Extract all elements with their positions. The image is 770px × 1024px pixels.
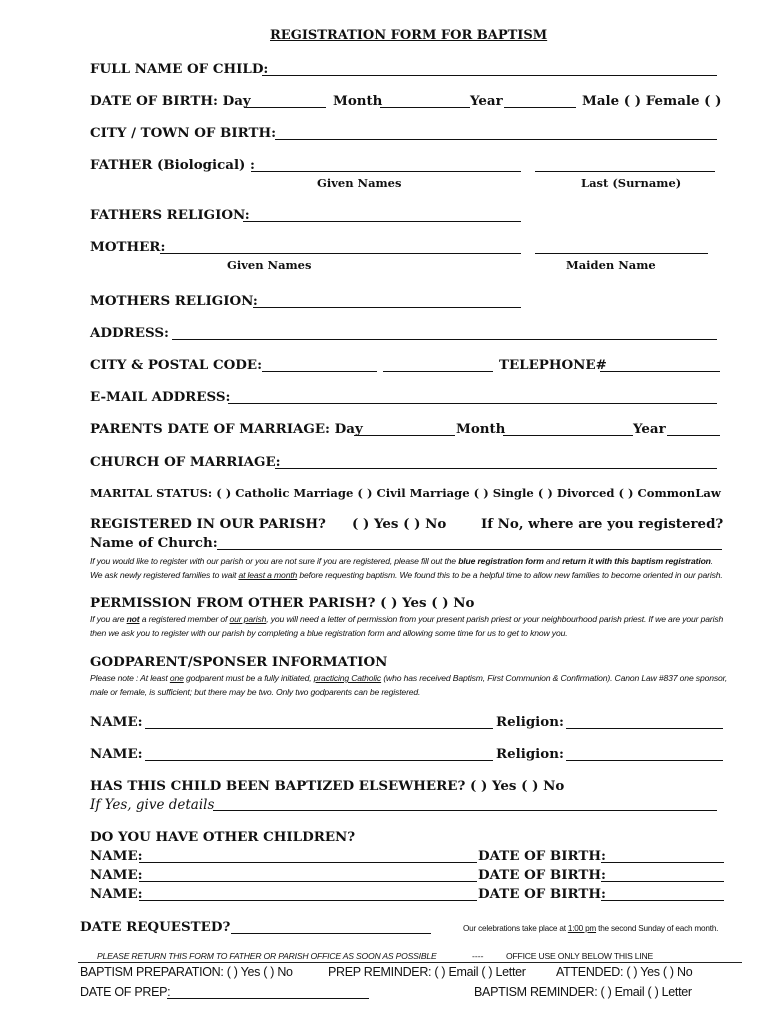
father-surname-field[interactable]: [535, 171, 715, 172]
baptized-details-label: If Yes, give details: [90, 797, 215, 813]
father-given-names-field[interactable]: [251, 171, 521, 172]
child2-name-label: NAME:: [90, 867, 143, 883]
child1-name-label: NAME:: [90, 848, 143, 864]
baptism-reminder-options[interactable]: BAPTISM REMINDER: ( ) Email ( ) Letter: [474, 985, 692, 999]
full-name-field[interactable]: [262, 75, 717, 76]
church-marriage-field[interactable]: [275, 468, 717, 469]
father-religion-label: FATHERS RELIGION:: [90, 207, 250, 223]
registration-note-line2: We ask newly registered families to wait at least a month before requesting baptism. We found this to be a helpful time to allow new families to become oriented in our parish.: [90, 570, 723, 580]
godparent1-name-field[interactable]: [145, 728, 493, 729]
dob-year-field[interactable]: [504, 107, 576, 108]
child2-name-field[interactable]: [139, 881, 477, 882]
father-religion-field[interactable]: [243, 221, 521, 222]
marriage-month-label: Month: [456, 421, 506, 437]
city-postal-label: CITY & POSTAL CODE:: [90, 357, 263, 373]
godparent-note-line2: male or female, is sufficient; but there may be two. Only two godparents can be registered.: [90, 687, 421, 697]
child2-dob-field[interactable]: [601, 881, 724, 882]
form-title: REGISTRATION FORM FOR BAPTISM: [270, 28, 548, 43]
email-field[interactable]: [228, 403, 717, 404]
birth-city-field[interactable]: [275, 139, 717, 140]
marital-status-options[interactable]: MARITAL STATUS: ( ) Catholic Marriage ( ) Civil Marriage ( ) Single ( ) Divorced ( ) CommonLaw: [90, 486, 721, 500]
mother-maiden-name-caption: Maiden Name: [566, 258, 656, 272]
date-requested-label: DATE REQUESTED?: [80, 919, 231, 935]
full-name-label: FULL NAME OF CHILD:: [90, 61, 269, 77]
mother-maiden-name-field[interactable]: [535, 253, 708, 254]
registered-parish-options[interactable]: ( ) Yes ( ) No: [352, 516, 447, 532]
email-label: E-MAIL ADDRESS:: [90, 389, 231, 405]
godparent1-religion-field[interactable]: [566, 728, 723, 729]
child3-dob-field[interactable]: [601, 900, 724, 901]
father-label: FATHER (Biological) :: [90, 157, 255, 173]
celebration-note: Our celebrations take place at 1:00 pm the second Sunday of each month.: [463, 924, 719, 933]
date-of-prep-field[interactable]: [167, 998, 369, 999]
dob-day-field[interactable]: [244, 107, 326, 108]
child3-name-label: NAME:: [90, 886, 143, 902]
office-dash: ----: [472, 951, 484, 961]
mother-given-names-caption: Given Names: [227, 258, 312, 272]
telephone-field[interactable]: [600, 371, 720, 372]
registered-parish-label: REGISTERED IN OUR PARISH?: [90, 516, 326, 532]
mother-religion-label: MOTHERS RELIGION:: [90, 293, 258, 309]
mother-given-names-field[interactable]: [160, 253, 521, 254]
church-marriage-label: CHURCH OF MARRIAGE:: [90, 454, 281, 470]
gender-checkboxes[interactable]: Male ( ) Female ( ): [582, 93, 722, 109]
postal-code-field[interactable]: [383, 371, 493, 372]
marriage-day-field[interactable]: [354, 435, 455, 436]
child1-name-field[interactable]: [139, 862, 477, 863]
permission-note-line2: then we ask you to register with our parish by completing a blue registration form and allowing some time for us to get to know you.: [90, 628, 568, 638]
godparent2-name-field[interactable]: [145, 760, 493, 761]
father-surname-caption: Last (Surname): [581, 176, 682, 190]
address-label: ADDRESS:: [90, 325, 169, 341]
father-given-names-caption: Given Names: [317, 176, 402, 190]
baptized-elsewhere[interactable]: HAS THIS CHILD BEEN BAPTIZED ELSEWHERE? ( ) Yes ( ) No: [90, 778, 565, 794]
prep-reminder-options[interactable]: PREP REMINDER: ( ) Email ( ) Letter: [328, 965, 526, 979]
dob-month-field[interactable]: [380, 107, 470, 108]
godparent-heading: GODPARENT/SPONSER INFORMATION: [90, 654, 388, 670]
date-requested-field[interactable]: [231, 933, 431, 934]
godparent2-name-label: NAME:: [90, 746, 143, 762]
city-field[interactable]: [262, 371, 377, 372]
child3-dob-label: DATE OF BIRTH:: [478, 886, 606, 902]
child3-name-field[interactable]: [139, 900, 477, 901]
telephone-label: TELEPHONE#: [499, 357, 607, 373]
godparent2-religion-field[interactable]: [566, 760, 723, 761]
mother-label: MOTHER:: [90, 239, 166, 255]
child1-dob-label: DATE OF BIRTH:: [478, 848, 606, 864]
mother-religion-field[interactable]: [253, 307, 521, 308]
marriage-month-field[interactable]: [503, 435, 633, 436]
date-of-prep-label: DATE OF PREP:: [80, 985, 171, 999]
dob-year-label: Year: [470, 93, 503, 109]
baptism-preparation-options[interactable]: BAPTISM PREPARATION: ( ) Yes ( ) No: [80, 965, 293, 979]
birth-city-label: CITY / TOWN OF BIRTH:: [90, 125, 277, 141]
permission-other-parish[interactable]: PERMISSION FROM OTHER PARISH? ( ) Yes ( ) No: [90, 595, 475, 611]
office-use-note: OFFICE USE ONLY BELOW THIS LINE: [506, 951, 654, 961]
dob-day-label: DATE OF BIRTH: Day: [90, 93, 251, 109]
dob-month-label: Month: [333, 93, 383, 109]
attended-options[interactable]: ATTENDED: ( ) Yes ( ) No: [556, 965, 693, 979]
child2-dob-label: DATE OF BIRTH:: [478, 867, 606, 883]
godparent1-religion-label: Religion:: [496, 714, 564, 730]
godparent1-name-label: NAME:: [90, 714, 143, 730]
if-no-registered-label: If No, where are you registered?: [481, 516, 724, 532]
godparent-note-line1: Please note : At least one godparent must be a fully initiated, practicing Catholic (who has received Baptism, First Communion & Confirmation). Canon Law #837 one sponsor,: [90, 673, 728, 683]
other-children-heading: DO YOU HAVE OTHER CHILDREN?: [90, 829, 356, 845]
return-form-note: PLEASE RETURN THIS FORM TO FATHER OR PARISH OFFICE AS SOON AS POSSIBLE: [97, 951, 437, 961]
church-name-field[interactable]: [217, 549, 722, 550]
address-field[interactable]: [172, 339, 717, 340]
office-use-divider: [78, 962, 742, 963]
child1-dob-field[interactable]: [601, 862, 724, 863]
registration-note-line1: If you would like to register with our parish or you are not sure if you are registered, please fill out the blue registration form and return it with this baptism registration.: [90, 556, 714, 566]
church-name-label: Name of Church:: [90, 535, 218, 551]
marriage-day-label: PARENTS DATE OF MARRIAGE: Day: [90, 421, 363, 437]
permission-note-line1: If you are not a registered member of our parish, you will need a letter of permission from your present parish priest or your neighbourhood parish priest. If we are your parish: [90, 614, 724, 624]
baptized-details-field[interactable]: [213, 810, 717, 811]
godparent2-religion-label: Religion:: [496, 746, 564, 762]
marriage-year-field[interactable]: [667, 435, 720, 436]
marriage-year-label: Year: [633, 421, 666, 437]
